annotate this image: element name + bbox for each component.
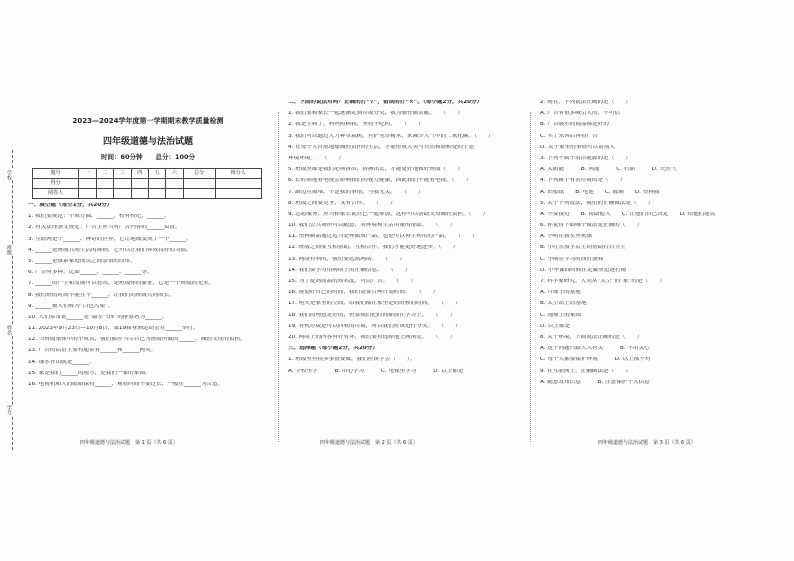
question-line: 8. 关于环境，下面说法正确的是（ ） (540, 334, 643, 340)
question-line: D. 关于家里的事情可以请别人 (540, 144, 615, 150)
score-header-cell: 六 (166, 169, 183, 179)
exam-subtitle: 四年级道德与法治试题 (102, 137, 193, 147)
question-line: D. 小华课间时候在走廊里追逐打闹 (540, 267, 627, 273)
page-1 (28, 100, 268, 460)
page-divider (278, 112, 279, 442)
question-line: 5. 班级里都是我们必须拼出，拼搏出去，才能更好地做好班级（ ） (288, 167, 463, 173)
question-line: 15. 家是我们______的地方，是我们一家的家园。 (28, 370, 151, 376)
question-line: 1. 我们要和家长一起逐渐走到垃圾分类，我为制作做贡献。 （ ） (288, 111, 463, 117)
question-line: 2. 有关法律条文规定：广告主应当对广告内容的______负责。 (28, 225, 181, 231)
score-row-label: 阅卷人 (33, 189, 79, 199)
question-line: 12. 班级之间要互相帮助，互相合作，我们才能更好地进步。（ ） (288, 245, 459, 251)
question-line: B. 广告展示的商品都是好的 (540, 122, 609, 128)
question-line: 9. 志愿服务，应当和家长说自己一起参加，这样可以帮助父母减轻负担。（ ） (288, 211, 489, 217)
question-line: 3. 我们可以通过大力种草栽树，营护见草树木，来减少大气中的二氧化碳。（ ） (288, 133, 494, 139)
question-line: A. 月球上的基地 (540, 290, 581, 296)
question-line: A. 不要接近 B. 帮助他人 C. 让他们自己决定 D. 给他们建议 (540, 211, 716, 217)
question-line: 3. 下列不属于清洁能源的是（ ） (540, 155, 632, 161)
question-options: A. 学校里学 B. 用心学习 C. 电视里学习 D. 以上都是 (288, 368, 464, 374)
question-line: 7. 路边垃圾堆，不是我的事情，与我无关。 （ ） (288, 189, 424, 195)
question-line: 1. 我们要规范：不成方圆，______，校有校纪，______。 (28, 214, 170, 220)
question-line: 4. 在每个人自愿地球减轻负担的生活，才能形成人类与自然和谐相处的生态 (288, 144, 475, 150)
question-line: 14. 我们要学习用网络上的正确信息。 （ ） (288, 267, 411, 273)
binding-label-number: 学号 (6, 405, 12, 415)
score-row (33, 189, 262, 199)
question-line: 8. 我们班的时间不能互不______，让我们的班级共同成长。 (28, 292, 175, 298)
score-header-cell: 总分 (183, 169, 215, 179)
question-line: 9. 在互联网上，正确做法是（ ） (540, 368, 632, 374)
question-line: 11. 2023年9月23日—10月8日，第19届亚洲运动会在______举行。 (28, 326, 199, 332)
question-line: D. 以上都是 (540, 323, 571, 329)
question-line: A. 随意发布信息 B. 注意保护个人信息 (540, 379, 650, 385)
question-line: 13. 广告的话语主要有通常有______和______两类。 (28, 348, 157, 354)
question-line: B. 太空站上的基地 (540, 301, 587, 307)
question-line: 7. ______的产生和发展可以看出，是班级体的象征，它是一个班级的光荣。 (28, 281, 215, 287)
question-line: 4. ______是班级共同生活的准则，它可以让我们养成良好的习惯。 (28, 247, 192, 253)
section-heading: 三、选择题（每小题2分，共20分） (288, 346, 378, 352)
question-line: 10. 人们常常说______是“温室气体”的排放者为______。 (28, 314, 168, 320)
section-heading: 二、下面的说法对吗？正确的打“√”，错误的打“×”。（每小题2分，共20分） (288, 100, 483, 105)
question-line: A. 小明在教室里玩球 (540, 234, 593, 240)
question-line: 5. 关于下列说法，我们的正确做法是（ ） (540, 200, 654, 206)
question-line: 20. 网络上的内容有好有坏，我们要有选择地上网浏览。 （ ） (288, 334, 456, 340)
score-header-cell: 题号 (33, 169, 79, 179)
question-line: 2. 现在，下列说法正确的是（ ） (540, 100, 632, 105)
score-header-cell: 四 (131, 169, 148, 179)
question-line: 2. 我是生病了，妈妈照顾我，坚持不吃药。 （ ） (288, 122, 424, 128)
question-line: C. 买了东西后再看广告 (540, 133, 598, 139)
question-line: 6. 长时间地看电视会影响我们的视力健康，因此我们不能看电视。（ ） (288, 178, 472, 184)
binding-label-school: 学校 (6, 170, 12, 180)
score-row-label: 得分 (33, 179, 79, 189)
question-line: 5. ______是维系家庭成员之间亲情的纽带。 (28, 258, 136, 264)
question-line: 1. 班级里有很多事情要做，我们应该学会（ ）。 (288, 357, 416, 363)
question-line: 6. 广告有多种，比如______、______、______等。 (28, 270, 153, 276)
question-line: 6. 你觉得下面哪个做法是正确的（ ） (540, 223, 643, 229)
question-line: 4. 下列属于有害垃圾的是（ ） (540, 178, 626, 184)
binding-margin (6, 150, 20, 450)
question-line: 7. 科学家研究，人类从“太空”的“家”的是（ ） (540, 279, 665, 284)
question-line: 14. 绿水青山就是______。 (28, 359, 95, 365)
score-header-cell: 三 (114, 169, 131, 179)
exam-meta: 时间：60分钟 总分：100分 (100, 153, 196, 161)
page-footer: 四年级道德与法治试题 第 2 页（共 6 页） (320, 440, 418, 446)
score-table (32, 168, 262, 199)
exam-title: 2023—2024学年度第一学期期末教学质量检测 (72, 117, 224, 125)
question-line: 11. 塑料制品通过适当处理做成产品，也是可以再生利用的产品。 （ ） (288, 234, 478, 240)
page-footer: 四年级道德与法治试题 第 3 页（共 6 页） (598, 440, 696, 446)
question-line: B. 小红在放学后主动帮助打扫卫生 (540, 245, 626, 251)
question-line: A. 太阳能 B. 风能 C. 石油 D. 天然气 (540, 167, 677, 173)
page-divider (530, 112, 531, 442)
score-header-cell: 一 (79, 169, 96, 179)
question-line: 15. 为了提高商品的知名度，可以广告。 （ ） (288, 279, 417, 284)
question-line: 19. 有机垃圾是可以回收的垃圾，所以我们应该进行分类。 （ ） (288, 323, 461, 329)
question-line: C. 地球上的家园 (540, 312, 582, 318)
score-header-cell: 五 (148, 169, 165, 179)
score-row (33, 179, 262, 189)
question-line: C. 小刚在学习时间打游戏 (540, 256, 604, 262)
question-line: 9. ______被人们称为“白色污染”。 (28, 303, 114, 309)
binding-label-class: 班级 (6, 245, 12, 255)
score-header-row (33, 169, 262, 179)
question-line: 13. 网络有利的，我们要远离网络。 （ ） (288, 256, 405, 262)
question-line: 10. 我们公共场所可以随意，对环境和生活用量的帮助。 （ ） (288, 223, 456, 229)
question-line: A. 这个问题只跟大人有关 B. 不用关心 (540, 346, 650, 352)
page-2 (288, 100, 518, 460)
question-line: 16. 规划好自己的时间，我们需要合理计划时间。 （ ） (288, 290, 439, 296)
question-line: A. 旧报纸 B. 电池 C. 玻璃 D. 塑料瓶 (540, 189, 660, 195)
question-line: 3. 互联网是个______、神奇的世界，它让地球变成了一个______。 (28, 236, 192, 242)
question-line: C. 每个人都要保护环境 D. 以上都不对 (540, 357, 651, 363)
question-line: 12. 当班级集体中的小成员，我们都应当尽自己为班级所做的______，减轻父母的负担。 (28, 337, 246, 343)
question-line: 17. 明天是家里的空间，给我们都在家里是的时候的时间。 （ ） (288, 301, 461, 307)
question-line: 18. 我们的理想是好的，但要我们把时间都放在学习上。 （ ） (288, 312, 456, 318)
question-line: 环境环境。 （ ） (288, 155, 344, 161)
score-header-cell: 核分人 (215, 169, 261, 179)
question-line: 16. 电视机和人的眼睛保持______，观看时间不要过长，一般在______为合适。 (28, 382, 224, 387)
page-footer: 四年级道德与法治试题 第 1 页（共 6 页） (80, 440, 178, 446)
binding-label-name: 姓名 (6, 325, 12, 335)
section-heading: 一、填空题（每空1分，共20分） (28, 203, 113, 208)
page-3 (540, 100, 770, 460)
score-header-cell: 二 (96, 169, 113, 179)
question-line: A. 广告有很多吸引人的，不可信 (540, 111, 621, 117)
question-line: 8. 班级之间要竞争，又有合作。 （ ） (288, 200, 396, 206)
question-list (28, 214, 268, 393)
